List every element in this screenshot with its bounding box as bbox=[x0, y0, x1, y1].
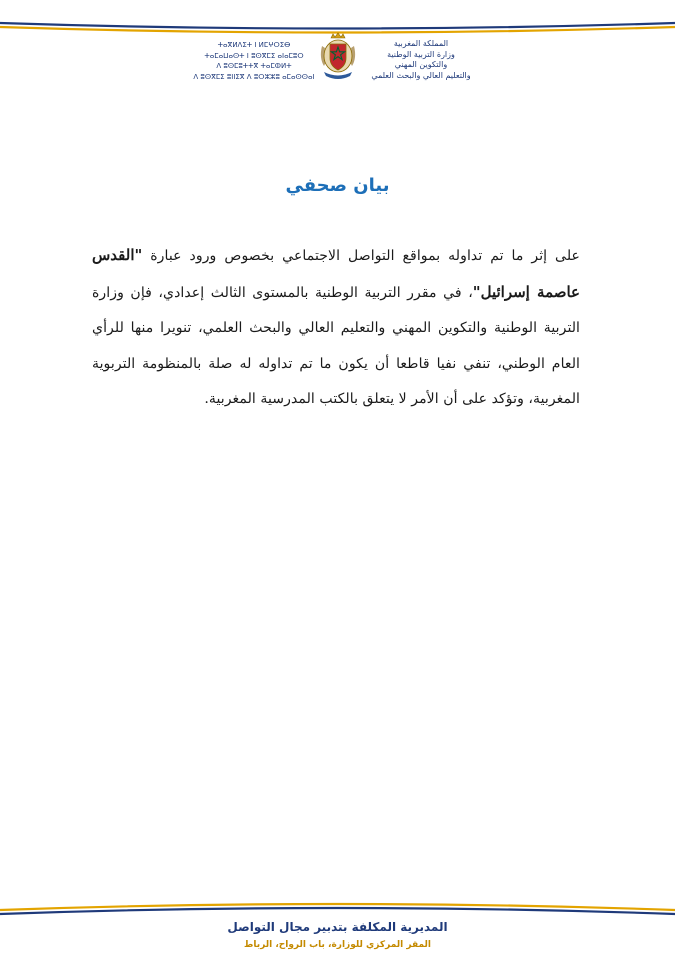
body-text-part-2: ، في مقرر التربية الوطنية بالمستوى الثالث إعدادي، فإن وزارة التربية الوطنية والتكوين المهني والتعليم العالي والبحث العلمي، تنويرا منها للرأي العام الوطني، تنفي نفيا قاطعا أن يكون ما تم تداوله له صلة بالمنظومة التربوية المغربية، وتؤكد على أن الأمر لا يتعلق بالكتب المدرسية المغربية. bbox=[92, 284, 580, 407]
tifinagh-line-4: ⴷ ⵓⵙⴳⵎⵉ ⵓⵏⵏⵉⴳ ⴷ ⵓⵔⵣⵣⵓ ⴰⵎⴰⵙⵙⴰⵏ bbox=[193, 72, 315, 81]
body-text-part-1: على إثر ما تم تداوله بمواقع التواصل الاجتماعي بخصوص ورود عبارة bbox=[142, 248, 580, 264]
footer-address: المقر المركزي للوزارة، باب الرواح، الرباط bbox=[244, 940, 431, 950]
tifinagh-line-3: ⴷ ⵓⵙⵎⵓⵜⵜⴳ ⵜⴰⵎⵀⵍⵜ bbox=[216, 62, 292, 70]
arabic-line-4: والتعليم العالي والبحث العلمي bbox=[371, 70, 471, 80]
footer-department: المديرية المكلفة بتدبير مجال التواصل bbox=[227, 920, 448, 934]
press-statement-body bbox=[92, 238, 580, 418]
tifinagh-line-2: ⵜⴰⵎⴰⵡⴰⵙⵜ ⵏ ⵓⵙⴳⵎⵉ ⴰⵏⴰⵎⵓⵔ bbox=[204, 51, 304, 60]
tifinagh-line-1: ⵜⴰⴳⵍⴷⵉⵜ ⵏ ⵍⵎⵖⵔⵉⴱ bbox=[217, 41, 291, 49]
document-title: بيان صحفي bbox=[285, 175, 390, 196]
arabic-line-3: والتكوين المهني bbox=[394, 60, 448, 69]
arabic-line-2: وزارة التربية الوطنية bbox=[387, 49, 455, 59]
ministry-name-arabic bbox=[360, 39, 482, 81]
quoted-phrase: "القدس عاصمة إسرائيل" bbox=[92, 246, 581, 301]
arabic-line-1: المملكة المغربية bbox=[393, 39, 449, 48]
footer-divider-line bbox=[0, 898, 675, 918]
moroccan-coat-of-arms-icon bbox=[316, 32, 360, 82]
ministry-name-tifinagh bbox=[190, 40, 318, 82]
